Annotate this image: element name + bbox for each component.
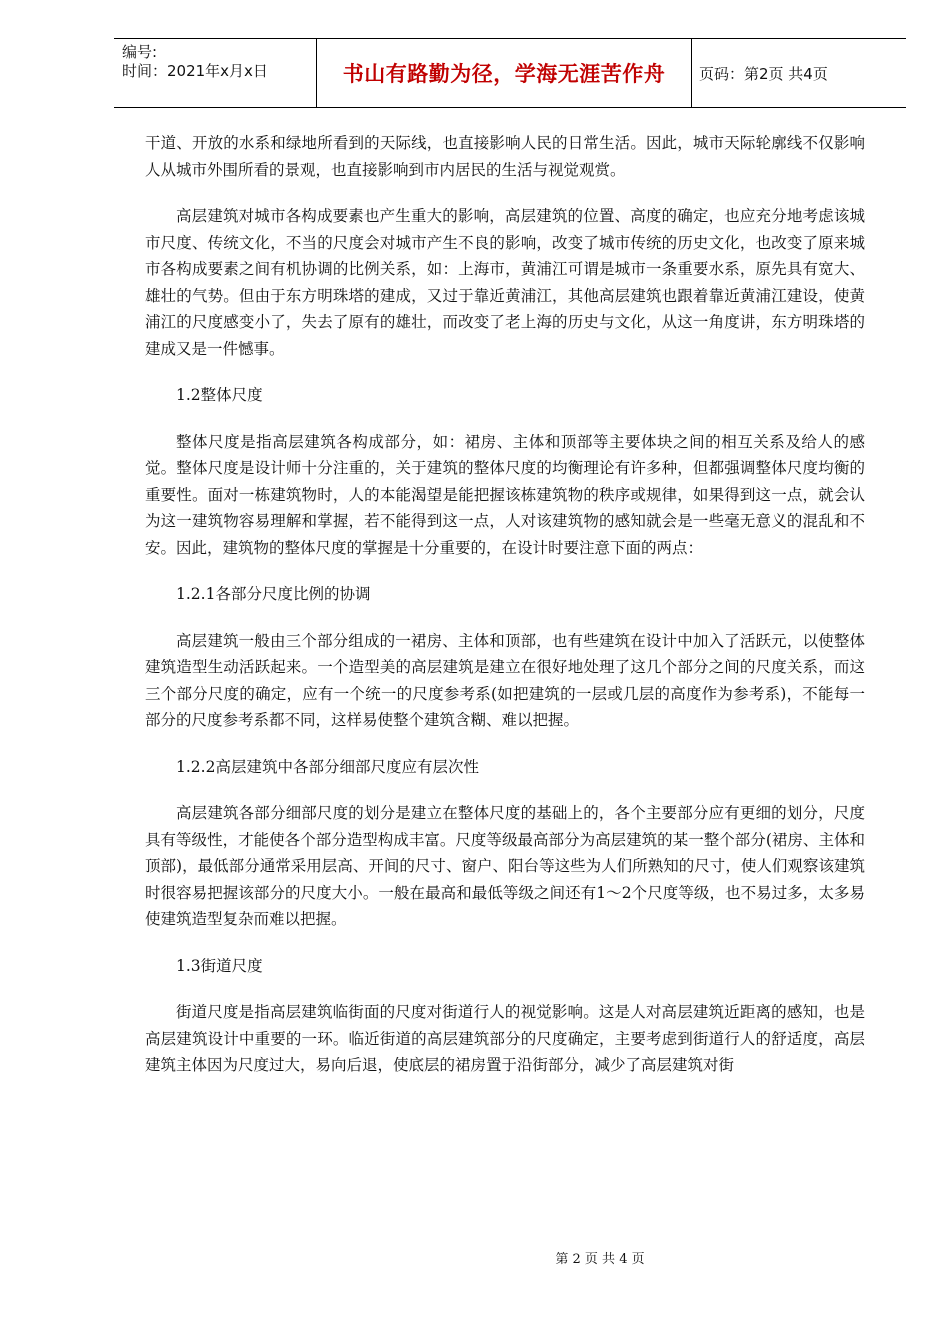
document-time: 时间：2021年x月x日 (122, 62, 268, 80)
section-heading: 1.3街道尺度 (176, 956, 263, 975)
header-page-info: 页码：第2页 共4页 (699, 64, 828, 83)
header-divider-right (691, 38, 692, 108)
paragraph: 高层建筑一般由三个部分组成的一裙房、主体和顶部，也有些建筑在设计中加入了活跃元，以使整体建筑造型生动活跃起来。一个造型美的高层建筑是建立在很好地处理了这几个部分之间的尺度关系，而这三个部分尺度的确定，应有一个统一的尺度参考系(如把建筑的一层或几层的高度作为参考系)，不能每一部分的尺度参考系都不同，这样易使整个建筑含糊、难以把握。 (145, 631, 865, 729)
document-number: 编号: (122, 43, 158, 61)
page-header (114, 38, 906, 108)
section-heading: 1.2.1各部分尺度比例的协调 (176, 585, 371, 603)
paragraph: 高层建筑对城市各构成要素也产生重大的影响，高层建筑的位置、高度的确定，也应充分地考虑该城市尺度、传统文化，不当的尺度会对城市产生不良的影响，改变了城市传统的历史文化，也改变了原来城市各构成要素之间有机协调的比例关系，如：上海市，黄浦江可谓是城市一条重要水系，原先具有宽大、雄壮的气势。但由于东方明珠塔的建成，又过于靠近黄浦江，其他高层建筑也跟着靠近黄浦江建设，使黄浦江的尺度感变小了，失去了原有的雄壮，而改变了老上海的历史与文化，从这一角度讲，东方明珠塔的建成又是一件憾事。 (145, 207, 865, 358)
paragraph: 街道尺度是指高层建筑临街面的尺度对街道行人的视觉影响。这是人对高层建筑近距离的感知，也是高层建筑设计中重要的一环。临近街道的高层建筑部分的尺度确定，主要考虑到街道行人的舒适度，高层建筑主体因为尺度过大，易向后退，使底层的裙房置于沿街部分，减少了高层建筑对街 (145, 1003, 865, 1074)
document-body (145, 130, 865, 1099)
section-heading: 1.2.2高层建筑中各部分细部尺度应有层次性 (176, 757, 479, 776)
paragraph: 干道、开放的水系和绿地所看到的天际线，也直接影响人民的日常生活。因此，城市天际轮廓线不仅影响人从城市外围所看的景观，也直接影响到市内居民的生活与视觉观赏。 (145, 134, 865, 179)
section-heading: 1.2整体尺度 (176, 386, 263, 404)
header-motto: 书山有路勤为径，学海无涯苦作舟 (342, 62, 666, 86)
paragraph: 高层建筑各部分细部尺度的划分是建立在整体尺度的基础上的，各个主要部分应有更细的划分，尺度具有等级性，才能使各个部分造型构成丰富。尺度等级最高部分为高层建筑的某一整个部分(裙房、主体和顶部)，最低部分通常采用层高、开间的尺寸、窗户、阳台等这些为人们所熟知的尺寸，使人们观察该建筑时很容易把握该部分的尺度大小。一般在最高和最低等级之间还有1～2个尺度等级，也不易过多，太多易使建筑造型复杂而难以把握。 (145, 804, 865, 928)
paragraph: 整体尺度是指高层建筑各构成部分，如：裙房、主体和顶部等主要体块之间的相互关系及给人的感觉。整体尺度是设计师十分注重的，关于建筑的整体尺度的均衡理论有许多种，但都强调整体尺度均衡的重要性。面对一栋建筑物时，人的本能渴望是能把握该栋建筑物的秩序或规律，如果得到这一点，就会认为这一建筑物容易理解和掌握，若不能得到这一点，人对该建筑物的感知就会是一些毫无意义的混乱和不安。因此，建筑物的整体尺度的掌握是十分重要的，在设计时要注意下面的两点： (145, 432, 865, 557)
page-footer: 第 2 页 共 4 页 (555, 1252, 645, 1267)
